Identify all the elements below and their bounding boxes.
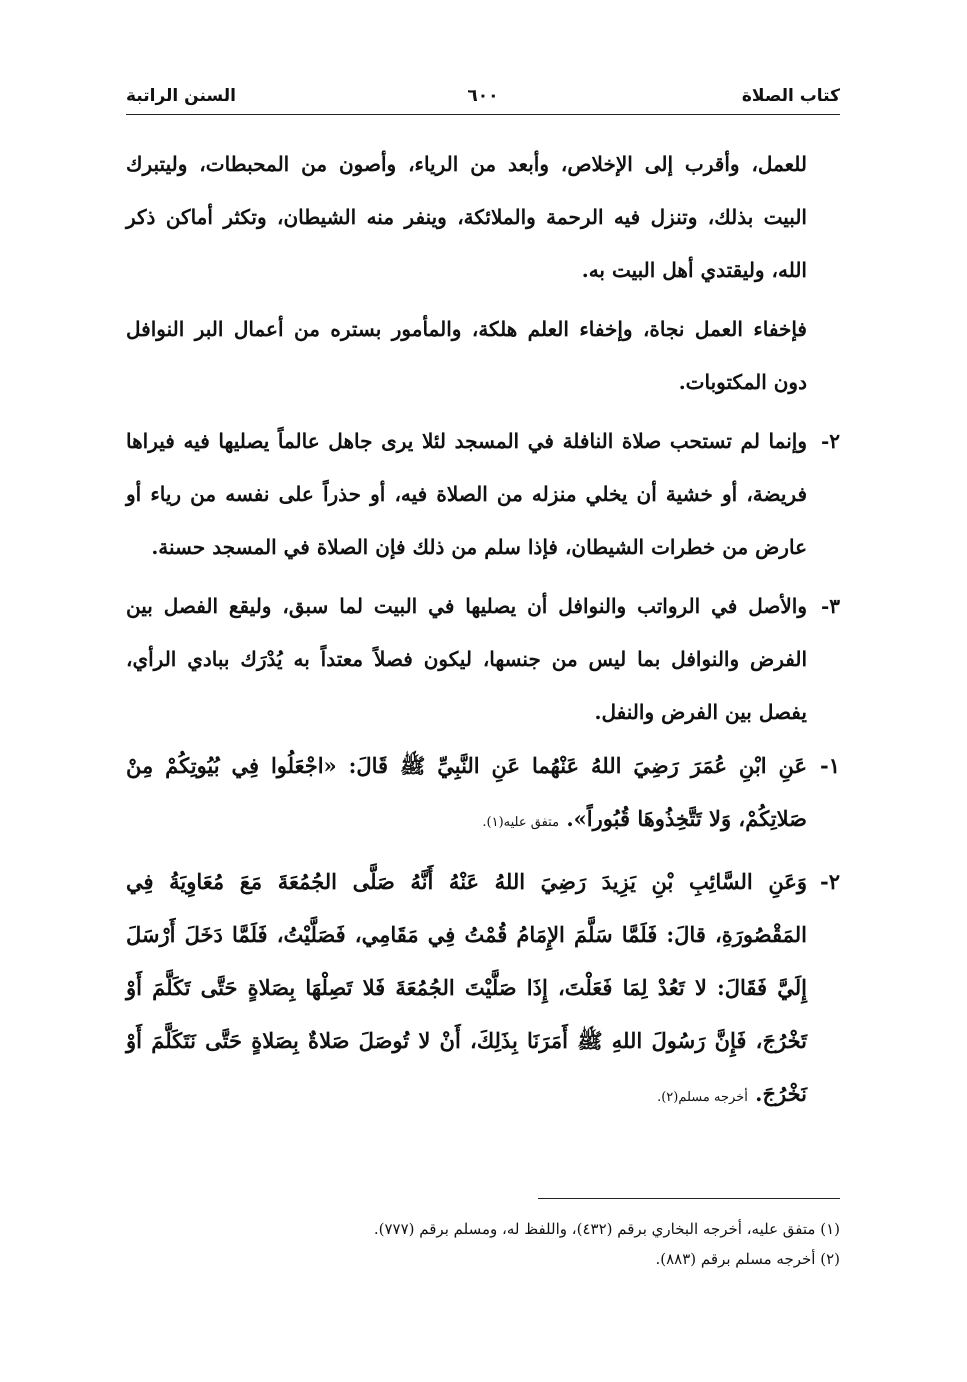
hadith-text: وَعَنِ السَّائِبِ بْنِ يَزِيدَ رَضِيَ اللهُ عَنْهُ أَنَّهُ صَلَّى الجُمُعَةَ مَعَ مُعَاوِيَةُ فِي المَقْصُورَةِ، قالَ: فَلَمَّا سَلَّمَ الإِمَامُ قُمْتُ فِي مَقَامِي، فَصَلَّيْتُ، فَلَمَّا دَخَلَ أَرْسَلَ إِلَيَّ فَقَالَ: لا تَعُدْ لِمَا فَعَلْتَ، إِذَا صَلَّيْتَ الجُمُعَةَ فَلا تَصِلْهَا بِصَلاةٍ حَتَّى تَكَلَّمَ أَوْ تَخْرُجَ، فَإِنَّ رَسُولَ اللهِ ﷺ أَمَرَنَا بِذَلِكَ، أَنْ لا تُوصَلَ صَلاةٌ بِصَلاةٍ حَتَّى نَتَكَلَّمَ أَوْ نَخْرُجَ. xyxy=(126,869,807,1106)
hadith-item xyxy=(126,739,840,849)
footnotes xyxy=(126,1214,840,1274)
hadith-source: متفق عليه(١). xyxy=(482,815,560,830)
list-item xyxy=(126,415,840,574)
footnote: (١) متفق عليه، أخرجه البخاري برقم (٤٣٢)، واللفظ له، ومسلم برقم (٧٧٧). xyxy=(373,1220,840,1238)
hadith-source: أخرجه مسلم(٢). xyxy=(657,1090,748,1105)
footnote-divider xyxy=(538,1198,840,1199)
item-text: وإنما لم تستحب صلاة النافلة في المسجد لئلا يرى جاهل عالماً يصليها فيه فيراها فريضة، أو خشية أن يخلي منزله من الصلاة فيه، أو حذراً على نفسه من رياء أو عارض من خطرات الشيطان، فإذا سلم من ذلك فإن الصلاة في المسجد حسنة. xyxy=(126,429,808,559)
page-number: ٦٠٠ xyxy=(467,86,499,106)
hadith-item xyxy=(126,855,840,1124)
item-text: والأصل في الرواتب والنوافل أن يصليها في البيت لما سبق، وليقع الفصل بين الفرض والنوافل بما ليس من جنسها، ليكون فصلاً معتداً به يُدْرَك ببادي الرأي، يفصل بين الفرض والنفل. xyxy=(126,594,807,724)
item-number: ٣- xyxy=(820,594,840,618)
intro-paragraph: فإخفاء العمل نجاة، وإخفاء العلم هلكة، والمأمور بستره من أعمال البر النوافل دون المكتوبات. xyxy=(126,317,807,394)
main-text xyxy=(126,138,840,1124)
hadith-text: عَنِ ابْنِ عُمَرَ رَضِيَ اللهُ عَنْهُما عَنِ النَّبِيِّ ﷺ قَالَ: «اجْعَلُوا فِي بُيُوتِكُمْ مِنْ صَلاتِكُمْ، وَلا تَتَّخِذُوهَا قُبُوراً». xyxy=(126,753,807,831)
hadith-number: ٢- xyxy=(820,869,840,894)
intro-paragraph: للعمل، وأقرب إلى الإخلاص، وأبعد من الرياء، وأصون من المحبطات، وليتبرك البيت بذلك، وتنزل فيه الرحمة والملائكة، وينفر منه الشيطان، وتكثر أماكن ذكر الله، وليقتدي أهل البيت به. xyxy=(126,152,807,282)
running-header xyxy=(126,84,840,115)
hadith-number: ١- xyxy=(820,753,840,778)
footnote: (٢) أخرجه مسلم برقم (٨٨٣). xyxy=(655,1250,840,1268)
list-item xyxy=(126,580,840,739)
chapter-title: السنن الراتبة xyxy=(126,86,236,106)
book-title: كتاب الصلاة xyxy=(741,86,840,106)
item-number: ٢- xyxy=(820,429,840,453)
